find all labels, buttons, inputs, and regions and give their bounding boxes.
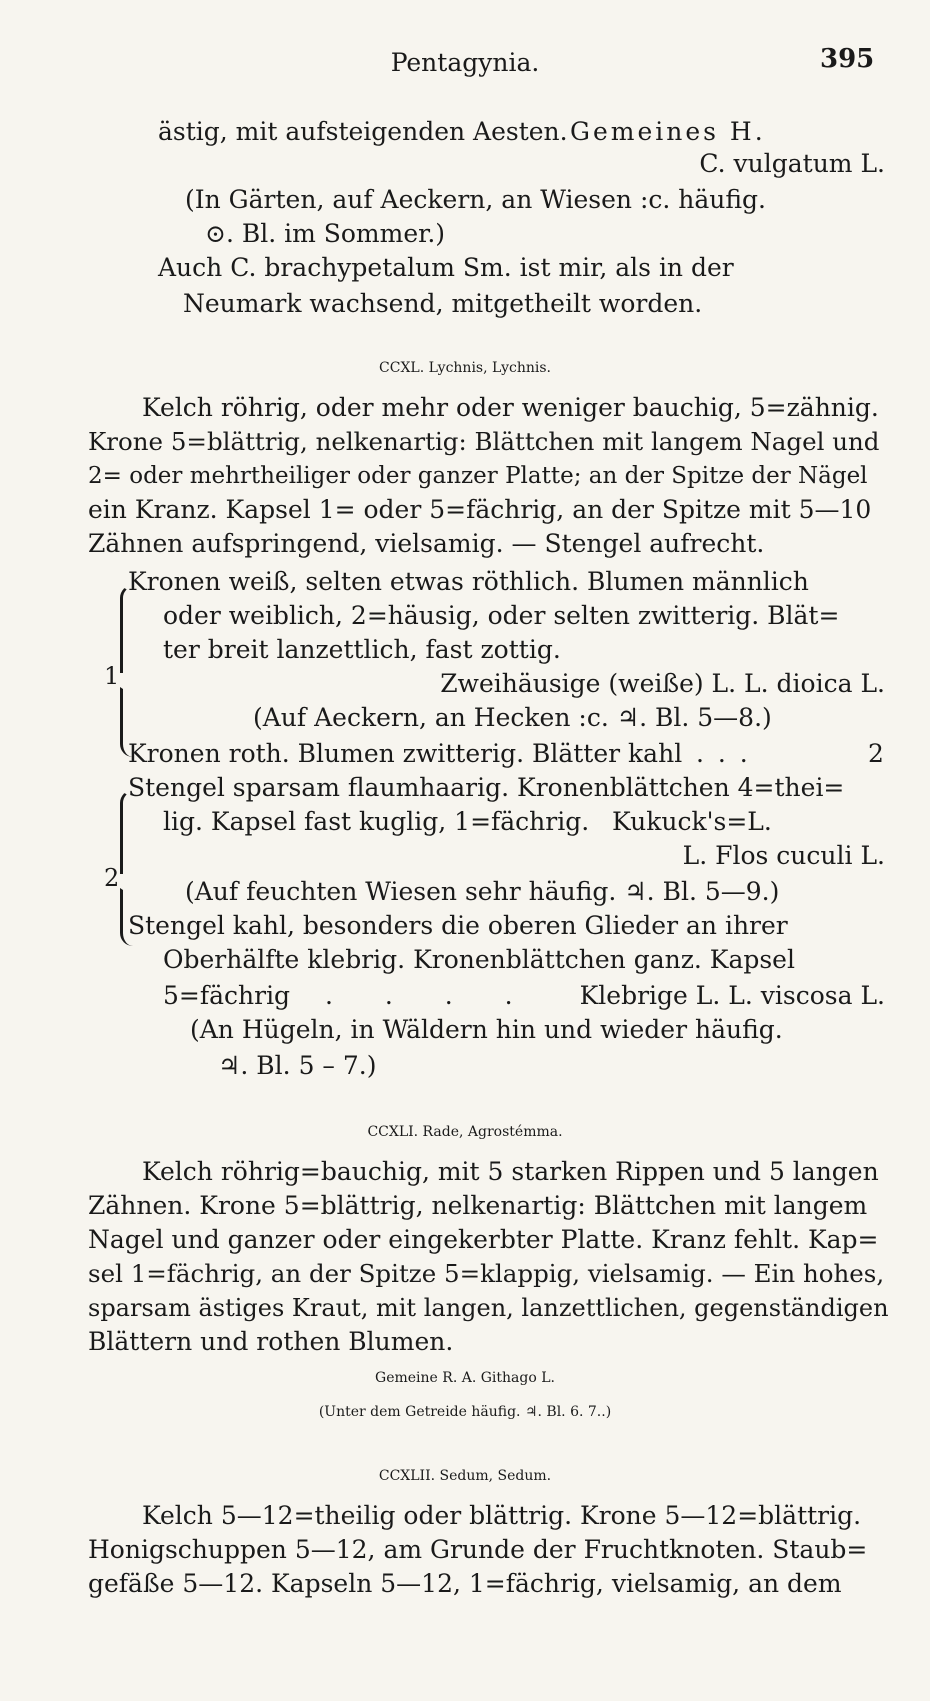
key-2a-species-name: L. Flos cuculi L. — [682, 841, 885, 870]
page-number: 395 — [820, 44, 875, 74]
cerastium-habitat: (In Gärten, auf Aeckern, an Wiesen :c. häufig. — [185, 185, 767, 214]
key-1b-dots: . . . — [696, 739, 751, 768]
agrostemma-desc-line-3: Nagel und ganzer oder eingekerbter Platte. Kranz fehlt. Kap= — [88, 1225, 879, 1254]
agrostemma-desc-line-4: sel 1=fächrig, an der Spitze 5=klappig, vielsamig. — Ein hohes, — [88, 1259, 885, 1288]
agrostemma-species: Gemeine R. A. Githago L. — [375, 1370, 555, 1386]
key-2a-line-2-left: lig. Kapsel fast kuglig, 1=fächrig. — [163, 807, 590, 836]
key-1a-species-name: Zweihäusige (weiße) L. L. dioica L. — [440, 669, 885, 698]
key-1-brace-top — [120, 585, 133, 673]
key-2-number: 2 — [104, 864, 120, 892]
lychnis-desc-line-5: Zähnen aufspringend, vielsamig. — Stengel aufrecht. — [88, 529, 765, 558]
lychnis-desc-line-1: Kelch röhrig, oder mehr oder weniger bauchig, 5=zähnig. — [142, 393, 879, 422]
key-2a-habitat: (Auf feuchten Wiesen sehr häufig. ♃. Bl. 5—9.) — [185, 877, 780, 906]
key-1b-line: Kronen roth. Blumen zwitterig. Blätter kahl — [128, 739, 683, 768]
cerastium-line-1-left: ästig, mit aufsteigenden Aesten. — [158, 117, 568, 146]
key-1b-reference: 2 — [868, 739, 884, 768]
sedum-desc-line-3: gefäße 5—12. Kapseln 5—12, 1=fächrig, vielsamig, an dem — [88, 1569, 842, 1598]
lychnis-desc-line-4: ein Kranz. Kapsel 1= oder 5=fächrig, an der Spitze mit 5—10 — [88, 495, 872, 524]
lychnis-desc-line-2: Krone 5=blättrig, nelkenartig: Blättchen mit langem Nagel und — [88, 427, 880, 456]
key-2a-line-1: Stengel sparsam flaumhaarig. Kronenblättchen 4=thei= — [128, 773, 845, 802]
cerastium-species-name: C. vulgatum L. — [699, 149, 885, 178]
cerastium-flowering: ⊙. Bl. im Sommer.) — [205, 219, 446, 248]
sedum-desc-line-1: Kelch 5—12=theilig oder blättrig. Krone 5—12=blättrig. — [142, 1501, 862, 1530]
key-1a-line-3: ter breit lanzettlich, fast zottig. — [163, 635, 561, 664]
sedum-desc-line-2: Honigschuppen 5—12, am Grunde der Fruchtknoten. Staub= — [88, 1535, 868, 1564]
agrostemma-desc-line-5: sparsam ästiges Kraut, mit langen, lanzettlichen, gegenständigen — [88, 1294, 889, 1322]
key-1a-line-2: oder weiblich, 2=häusig, oder selten zwitterig. Blät= — [163, 601, 840, 630]
key-2b-habitat-2: ♃. Bl. 5 – 7.) — [218, 1051, 377, 1080]
cerastium-note-2: Neumark wachsend, mitgetheilt worden. — [183, 289, 703, 318]
key-2b-habitat-1: (An Hügeln, in Wäldern hin und wieder häufig. — [190, 1015, 783, 1044]
key-1a-habitat: (Auf Aeckern, an Hecken :c. ♃. Bl. 5—8.) — [253, 703, 772, 732]
running-title: Pentagynia. — [390, 48, 540, 77]
key-2b-line-1: Stengel kahl, besonders die oberen Glieder an ihrer — [128, 911, 788, 940]
genus-heading-lychnis: CCXL. Lychnis, Lychnis. — [379, 360, 551, 376]
agrostemma-desc-line-2: Zähnen. Krone 5=blättrig, nelkenartig: Blättchen mit langem — [88, 1191, 868, 1220]
key-1a-line-1: Kronen weiß, selten etwas röthlich. Blumen männlich — [128, 567, 809, 596]
cerastium-line-1-right: Gemeines H. — [570, 117, 766, 146]
agrostemma-desc-line-1: Kelch röhrig=bauchig, mit 5 starken Rippen und 5 langen — [142, 1157, 879, 1186]
key-2b-line-2: Oberhälfte klebrig. Kronenblättchen ganz. Kapsel — [163, 945, 795, 974]
agrostemma-desc-line-6: Blättern und rothen Blumen. — [88, 1327, 454, 1356]
lychnis-desc-line-3: 2= oder mehrtheiliger oder ganzer Platte; an der Spitze der Nägel — [88, 463, 868, 489]
key-2b-species-name: Klebrige L. L. viscosa L. — [579, 981, 885, 1010]
key-2b-dots: . . . . — [325, 981, 535, 1010]
genus-heading-sedum: CCXLII. Sedum, Sedum. — [378, 1468, 552, 1484]
key-2a-common-name: Kukuck's=L. — [612, 807, 772, 836]
key-2b-line-3-left: 5=fächrig — [163, 981, 291, 1010]
agrostemma-habitat: (Unter dem Getreide häufig. ♃. Bl. 6. 7..) — [318, 1404, 612, 1420]
key-1-number: 1 — [104, 662, 120, 690]
cerastium-note-1: Auch C. brachypetalum Sm. ist mir, als in der — [158, 253, 734, 282]
genus-heading-agrostemma: CCXLI. Rade, Agrostémma. — [367, 1124, 563, 1140]
